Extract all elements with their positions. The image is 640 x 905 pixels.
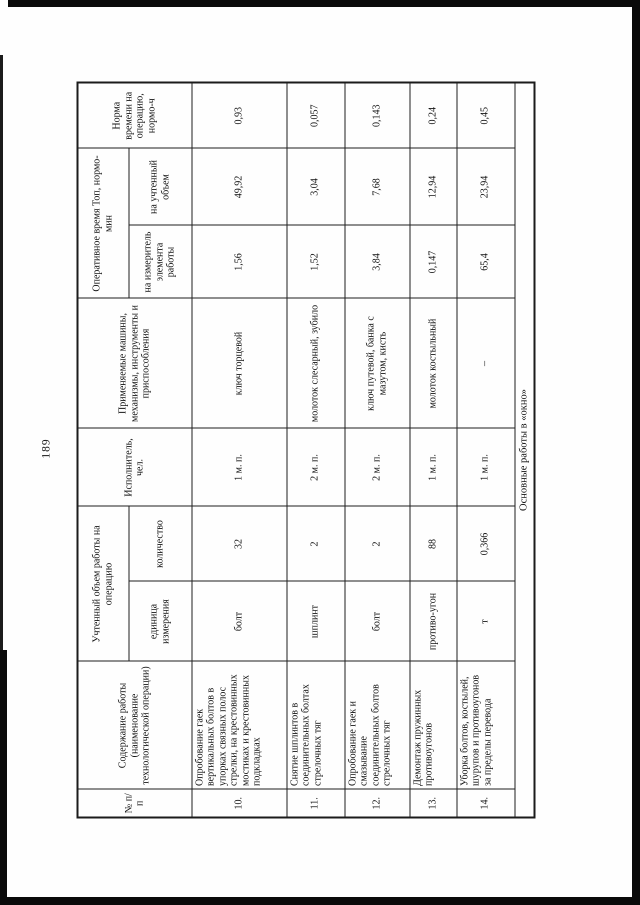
cell-tools: ключ торцевой [191, 298, 286, 428]
cell-norm: 0,45 [456, 82, 514, 148]
cell-norm: 0,057 [286, 82, 344, 148]
column-header-time-total: на учтенный объем [128, 148, 191, 225]
column-header-time-group: Оперативное время Топ, нормо-мин [77, 148, 128, 298]
page-number: 189 [40, 437, 52, 459]
cell-unit: противо-угон [409, 581, 456, 661]
work-norms-table [76, 81, 535, 818]
table-row [409, 82, 456, 817]
cell-tools: молоток слесарный, зубило [286, 298, 344, 428]
cell-content: Снятие шплинтов в соединительных болтах стрелочных тяг [286, 661, 344, 789]
cell-num: 11. [286, 789, 344, 817]
cell-content: Демонтаж пружинных противоугонов [409, 661, 456, 789]
cell-num: 10. [191, 789, 286, 817]
cell-norm: 0,24 [409, 82, 456, 148]
cell-time-per-unit: 3,84 [344, 225, 409, 298]
cell-content: Уборка болтов, костылей, шурупов и противоугонов за пределы перевода [456, 661, 514, 789]
column-header-time-per-unit: на измеритель элемента работы [128, 225, 191, 298]
cell-num: 13. [409, 789, 456, 817]
cell-tools: молоток костыльный [409, 298, 456, 428]
cell-executor: 1 м. п. [456, 428, 514, 506]
column-header-tools: Применяемые машины, механизмы, инструменты и приспособления [77, 298, 191, 428]
column-header-norm: Норма времени на операцию, нормо-ч [77, 82, 191, 148]
cell-unit: т [456, 581, 514, 661]
cell-num: 12. [344, 789, 409, 817]
column-header-executor: Исполнитель, чел. [77, 428, 191, 506]
cell-time-total: 7,68 [344, 148, 409, 225]
cell-content: Опробование гаек вертикальных болтов в упорках связных полос стрелки, на крестовинных мостиках и крестовинных подкладках [191, 661, 286, 789]
cell-executor: 2 м. п. [344, 428, 409, 506]
cell-quantity: 0,366 [456, 506, 514, 581]
cell-time-total: 23,94 [456, 148, 514, 225]
cell-tools: ключ путевой, банка с мазутом, кисть [344, 298, 409, 428]
cell-executor: 2 м. п. [286, 428, 344, 506]
cell-quantity: 32 [191, 506, 286, 581]
cell-executor: 1 м. п. [409, 428, 456, 506]
header-row-main [77, 82, 128, 817]
cell-norm: 0,93 [191, 82, 286, 148]
cell-norm: 0,143 [344, 82, 409, 148]
column-header-quantity: количество [128, 506, 191, 581]
section-note: Основные работы в «окно» [514, 82, 534, 817]
column-header-num: № п/п [77, 789, 191, 817]
cell-unit: шплинт [286, 581, 344, 661]
cell-time-per-unit: 0,147 [409, 225, 456, 298]
cell-num: 14. [456, 789, 514, 817]
column-header-unit: единица измерения [128, 581, 191, 661]
table-row [286, 82, 344, 817]
cell-time-total: 49,92 [191, 148, 286, 225]
table-row [191, 82, 286, 817]
column-header-content: Содержание работы (наименование технологической операции) [77, 661, 191, 789]
cell-tools: – [456, 298, 514, 428]
cell-time-per-unit: 1,52 [286, 225, 344, 298]
cell-unit: болт [344, 581, 409, 661]
cell-quantity: 88 [409, 506, 456, 581]
cell-time-total: 12,94 [409, 148, 456, 225]
column-header-volume-group: Учтенный объем работы на операцию [77, 506, 128, 661]
cell-executor: 1 м. п. [191, 428, 286, 506]
table-row [456, 82, 514, 817]
cell-quantity: 2 [344, 506, 409, 581]
cell-time-per-unit: 1,56 [191, 225, 286, 298]
cell-time-per-unit: 65,4 [456, 225, 514, 298]
cell-content: Опробование гаек и смазывание соединительных болтов стрелочных тяг [344, 661, 409, 789]
cell-time-total: 3,04 [286, 148, 344, 225]
cell-unit: болт [191, 581, 286, 661]
section-note-row [514, 82, 534, 817]
table-row [344, 82, 409, 817]
cell-quantity: 2 [286, 506, 344, 581]
